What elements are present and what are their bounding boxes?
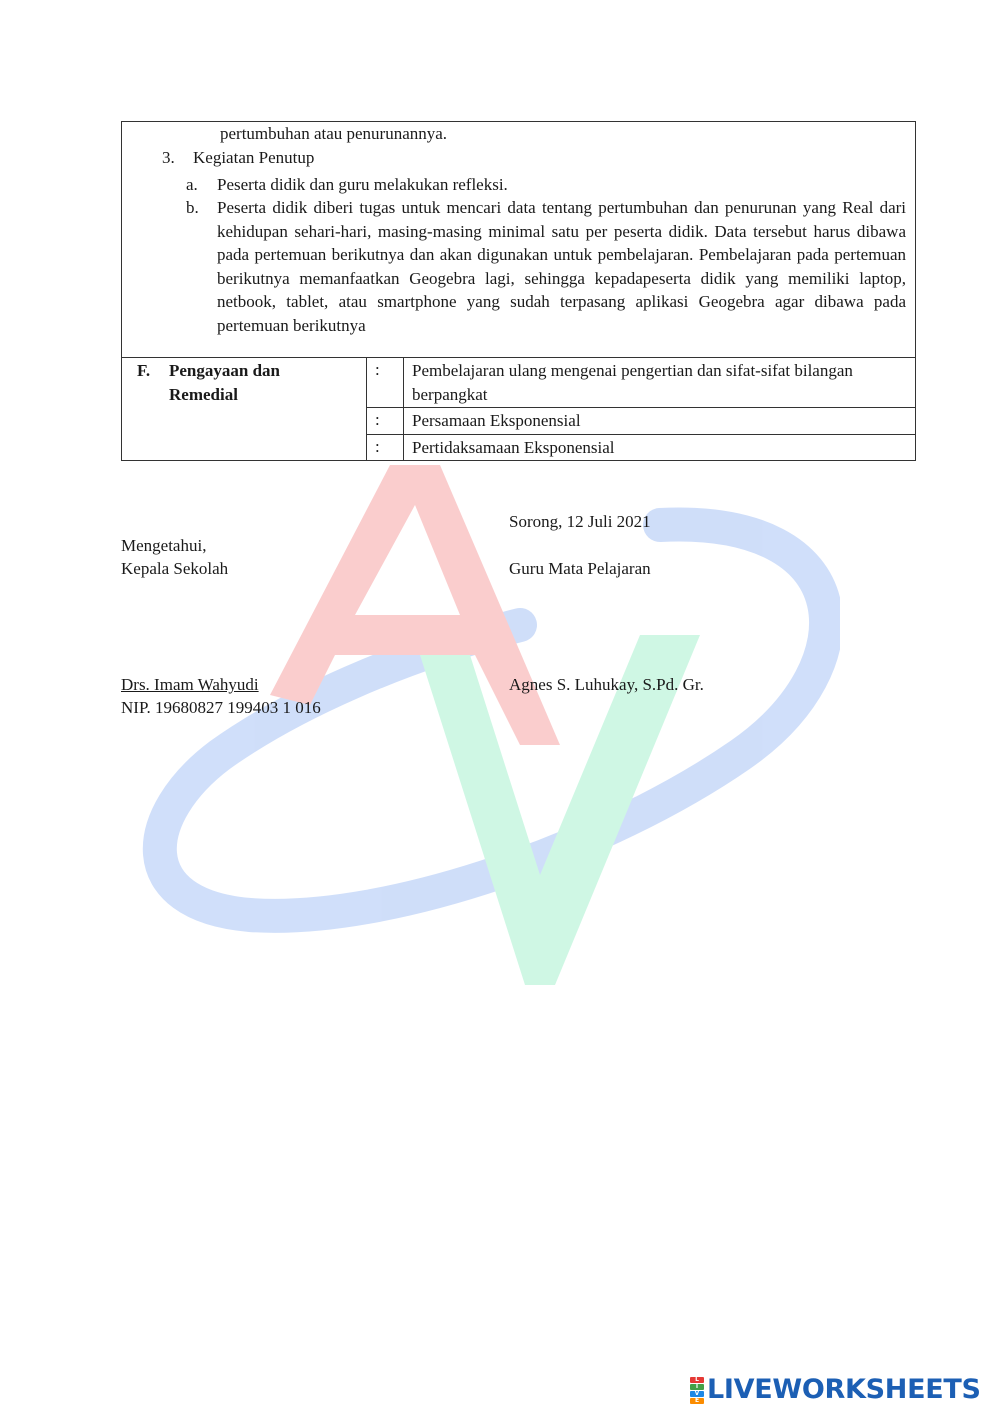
watermark-logo: [140, 455, 840, 995]
sub-item-b: [186, 196, 906, 337]
section-label-line2: Remedial: [169, 384, 238, 404]
sub-item-a: [186, 173, 906, 197]
place-date: Sorong, 12 Juli 2021: [509, 512, 651, 531]
item-title: Kegiatan Penutup: [193, 148, 315, 167]
live-badge-icon: [690, 1377, 704, 1403]
principal-role: Kepala Sekolah: [121, 559, 229, 578]
item-number: 3.: [162, 148, 175, 167]
remedial-item-1: Pembelajaran ulang mengenai pengertian dan sifat-sifat bilangan berpangkat: [404, 358, 916, 408]
badge-letter: E: [690, 1398, 704, 1404]
colon-cell: :: [367, 434, 404, 461]
section-marker: F.: [137, 361, 151, 380]
sub-item-a-marker: a.: [186, 175, 198, 194]
acknowledge-label: Mengetahui,: [121, 536, 207, 555]
section-label-line1: Pengayaan dan: [169, 361, 280, 380]
closing-activity-heading: [162, 146, 314, 170]
badge-letter: I: [690, 1384, 704, 1390]
remedial-item-3: Pertidaksamaan Eksponensial: [404, 434, 916, 461]
colon-cell: :: [367, 408, 404, 435]
teacher-name: Agnes S. Luhukay, S.Pd. Gr.: [509, 675, 704, 694]
teacher-role: Guru Mata Pelajaran: [509, 559, 651, 578]
sub-item-b-marker: b.: [186, 198, 199, 217]
sub-item-a-text: Peserta didik dan guru melakukan refleksi.: [217, 175, 508, 194]
badge-letter: L: [690, 1377, 704, 1383]
liveworksheets-logo[interactable]: [690, 1375, 981, 1405]
brand-name: LIVEWORKSHEETS: [707, 1374, 981, 1405]
continuation-text: pertumbuhan atau penurunannya.: [220, 124, 448, 143]
sub-item-b-text: Peserta didik diberi tugas untuk mencari data tentang pertumbuhan dan penurunan yang Real dari kehidupan sehari-hari, masing-masing minimal satu per peserta didik. Data tersebut harus dibawa pada pertemuan berikutnya dan akan digunakan untuk pembelajaran. Pembelajaran pada pertemuan berikutnya memanfaatkan Geogebra lagi, sehingga kepadapeserta didik yang memiliki laptop, netbook, tablet, atau smartphone yang sudah terpasang aplikasi Geogebra agar dibawa pada pertemuan berikutnya: [217, 198, 906, 335]
remedial-item-2: Persamaan Eksponensial: [404, 408, 916, 435]
table-row: [122, 358, 916, 408]
activity-box: [121, 121, 916, 358]
principal-nip: NIP. 19680827 199403 1 016: [121, 698, 321, 717]
remedial-table: [121, 357, 916, 461]
colon-cell: :: [367, 358, 404, 408]
remedial-label-cell: [122, 358, 367, 461]
badge-letter: V: [690, 1391, 704, 1397]
principal-name: Drs. Imam Wahyudi: [121, 675, 259, 694]
